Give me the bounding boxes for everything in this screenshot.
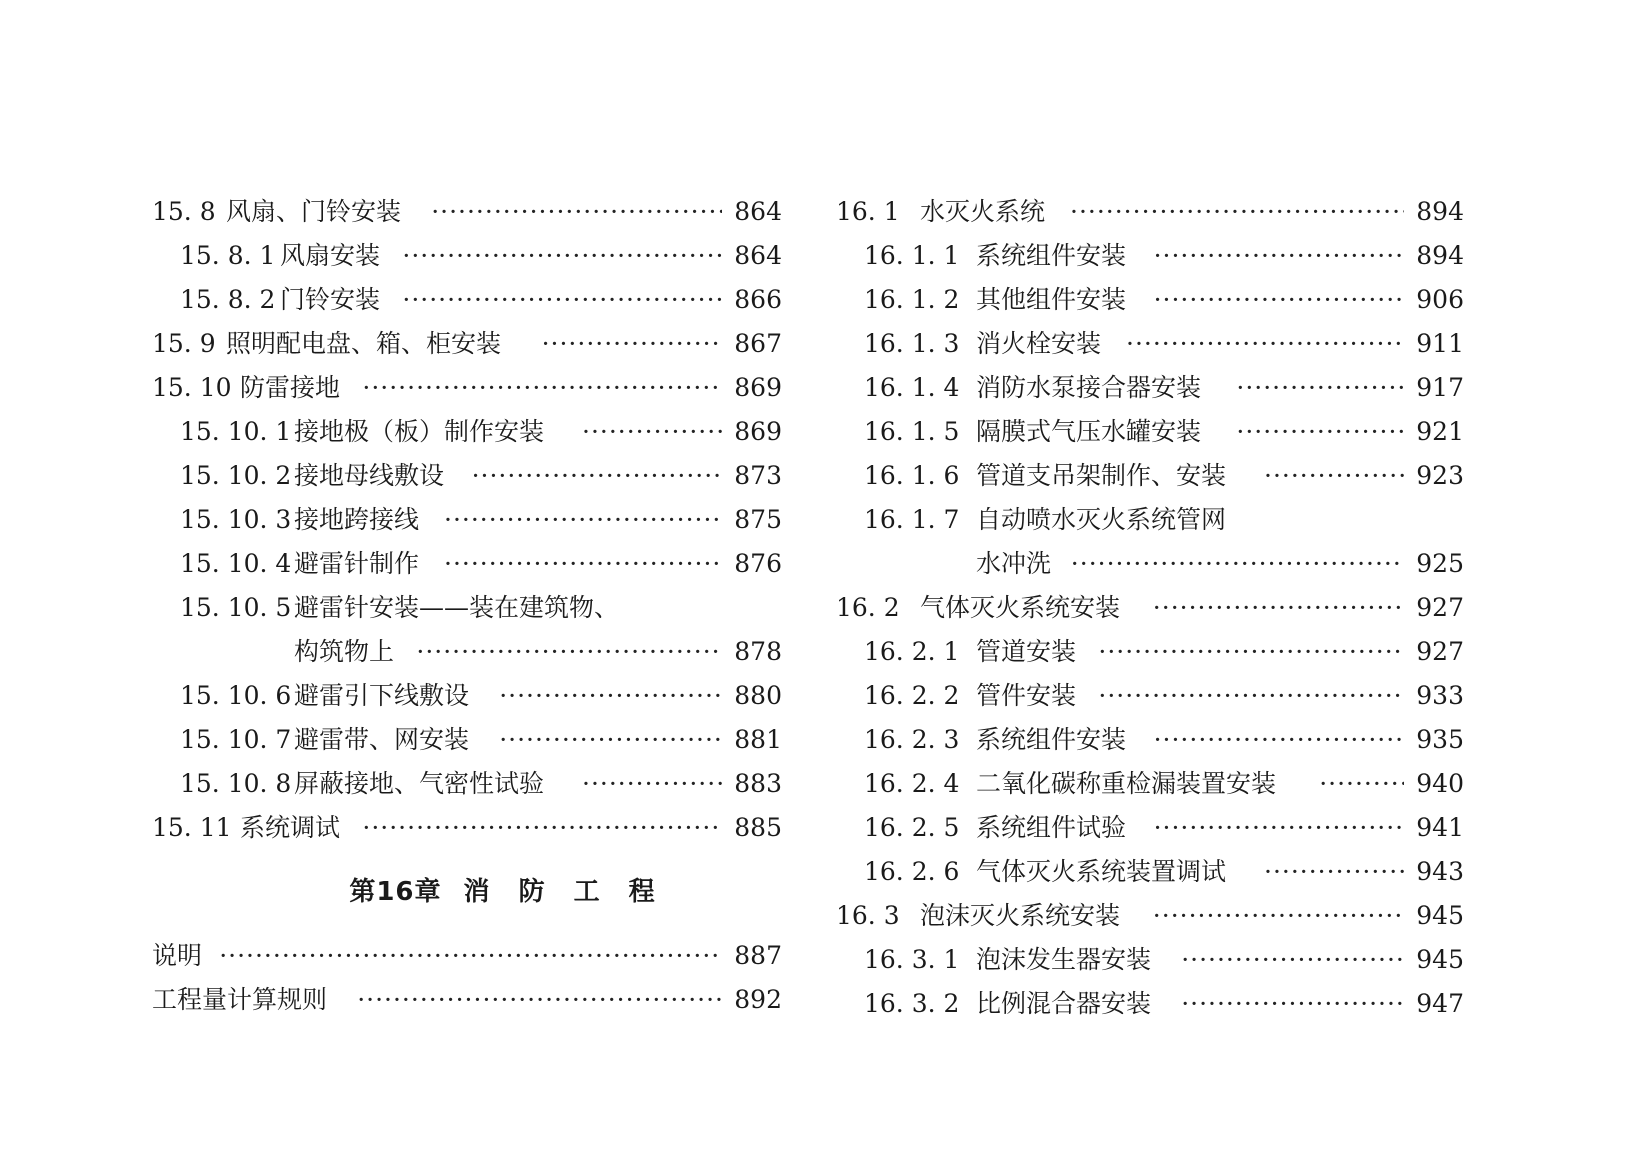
toc-entry-title: 二氧化碳称重检漏装置安装 [976, 769, 1277, 798]
toc-entry[interactable] [836, 190, 1464, 234]
toc-right-column [836, 190, 1464, 1026]
toc-entry-number: 15. 10. 1 [180, 417, 292, 446]
toc-entry[interactable] [836, 234, 1464, 278]
toc-entry-page: 869 [734, 373, 782, 402]
toc-entry-number: 15. 9 [152, 329, 216, 358]
toc-section-16-intro [152, 934, 782, 1022]
dot-leader [499, 718, 722, 762]
toc-entry-page: 933 [1416, 681, 1464, 710]
dot-leader [1154, 278, 1404, 322]
dot-leader [402, 278, 722, 322]
toc-entry[interactable] [152, 674, 782, 718]
toc-entry-title: 比例混合器安装 [976, 989, 1152, 1018]
toc-entry-page: 894 [1416, 241, 1464, 270]
toc-entry-title: 屏蔽接地、气密性试验 [294, 769, 545, 798]
toc-entry-number: 16. 1. 2 [864, 285, 960, 314]
toc-entry-number: 16. 2. 3 [864, 725, 960, 754]
dot-leader [542, 322, 722, 366]
toc-entry[interactable] [836, 410, 1464, 454]
toc-entry-number: 15. 8 [152, 197, 216, 226]
toc-entry-title: 工程量计算规则 [152, 985, 328, 1014]
dot-leader [499, 674, 722, 718]
toc-entry-title: 系统组件安装 [976, 241, 1127, 270]
toc-entry-title: 隔膜式气压水罐安装 [976, 417, 1202, 446]
toc-entry-page: 880 [734, 681, 782, 710]
toc-entry-title: 管道支吊架制作、安装 [976, 461, 1227, 490]
chapter-heading [152, 850, 782, 934]
toc-entry-number: 16. 1. 3 [864, 329, 960, 358]
toc-entry[interactable] [836, 542, 1464, 586]
toc-entry-page: 876 [734, 549, 782, 578]
toc-entry-title: 照明配电盘、箱、柜安装 [226, 329, 502, 358]
toc-entry-title: 门铃安装 [280, 285, 381, 314]
toc-entry-page: 927 [1416, 593, 1464, 622]
toc-entry-title: 构筑物上 [294, 637, 395, 666]
dot-leader [1264, 850, 1404, 894]
dot-leader [362, 806, 722, 850]
dot-leader [582, 410, 722, 454]
dot-leader [416, 630, 722, 674]
dot-leader [1070, 190, 1404, 234]
toc-entry-number: 16. 1. 1 [864, 241, 960, 270]
toc-entry-title: 接地母线敷设 [294, 461, 445, 490]
toc-entry-title: 消防水泵接合器安装 [976, 373, 1202, 402]
toc-entry-number: 15. 10. 4 [180, 549, 292, 578]
toc-entry-page: 883 [734, 769, 782, 798]
toc-entry-page: 941 [1416, 813, 1464, 842]
toc-entry-number: 15. 8. 1 [180, 241, 276, 270]
toc-entry[interactable] [836, 718, 1464, 762]
toc-entry-title: 消火栓安装 [976, 329, 1102, 358]
toc-entry-page: 864 [734, 197, 782, 226]
dot-leader [362, 366, 722, 410]
toc-section-15 [152, 190, 782, 850]
dot-leader [444, 542, 722, 586]
toc-entry-title: 其他组件安装 [976, 285, 1127, 314]
toc-entry[interactable] [836, 366, 1464, 410]
toc-entry-page: 940 [1416, 769, 1464, 798]
toc-entry-number: 16. 3. 2 [864, 989, 960, 1018]
toc-entry[interactable] [836, 278, 1464, 322]
dot-leader [219, 934, 722, 978]
toc-entry-title: 水冲洗 [976, 549, 1052, 578]
toc-entry-page: 927 [1416, 637, 1464, 666]
toc-entry-number: 16. 2. 4 [864, 769, 960, 798]
toc-entry-number: 16. 1. 6 [864, 461, 960, 490]
toc-entry-title: 系统调试 [240, 813, 341, 842]
toc-entry-number: 15. 10. 5 [180, 593, 292, 622]
toc-entry-number: 16. 2. 1 [864, 637, 960, 666]
toc-entry-page: 892 [734, 985, 782, 1014]
toc-entry[interactable] [836, 674, 1464, 718]
toc-entry-page: 906 [1416, 285, 1464, 314]
toc-entry-number: 16. 3 [836, 901, 900, 930]
toc-entry-title: 气体灭火系统装置调试 [976, 857, 1227, 886]
toc-entry-page: 869 [734, 417, 782, 446]
toc-entry-number: 15. 10. 8 [180, 769, 292, 798]
toc-entry-number: 16. 1. 7 [864, 505, 960, 534]
toc-entry-number: 16. 1. 5 [864, 417, 960, 446]
toc-entry-number: 16. 2 [836, 593, 900, 622]
toc-entry-number: 15. 8. 2 [180, 285, 276, 314]
toc-entry-page: 878 [734, 637, 782, 666]
dot-leader [1236, 366, 1404, 410]
toc-entry[interactable] [836, 454, 1464, 498]
toc-entry-page: 935 [1416, 725, 1464, 754]
toc-entry[interactable] [152, 718, 782, 762]
toc-entry-title: 接地极（板）制作安装 [294, 417, 545, 446]
toc-entry-page: 866 [734, 285, 782, 314]
toc-entry-title: 管道安装 [976, 637, 1077, 666]
toc-entry[interactable] [836, 850, 1464, 894]
toc-entry[interactable] [836, 982, 1464, 1026]
dot-leader [472, 454, 722, 498]
toc-entry-title: 自动喷水灭火系统管网 [976, 505, 1227, 534]
dot-leader [1236, 410, 1404, 454]
dot-leader [1154, 806, 1404, 850]
toc-entry[interactable] [152, 806, 782, 850]
toc-entry[interactable] [836, 894, 1464, 938]
dot-leader [1098, 630, 1404, 674]
toc-entry[interactable] [836, 586, 1464, 630]
toc-entry[interactable] [152, 278, 782, 322]
toc-entry[interactable] [152, 322, 782, 366]
toc-entry-number: 16. 1. 4 [864, 373, 960, 402]
toc-entry-page: 864 [734, 241, 782, 270]
dot-leader [402, 234, 722, 278]
toc-entry-page: 873 [734, 461, 782, 490]
toc-entry-number: 16. 2. 2 [864, 681, 960, 710]
toc-entry-number: 15. 11 [152, 813, 232, 842]
dot-leader [1264, 454, 1404, 498]
toc-entry-title: 系统组件安装 [976, 725, 1127, 754]
toc-entry-page: 881 [734, 725, 782, 754]
dot-leader [1181, 938, 1404, 982]
toc-entry-number: 15. 10. 7 [180, 725, 292, 754]
chapter-label: 第16章 [349, 877, 442, 907]
toc-entry-title: 泡沫灭火系统安装 [920, 901, 1121, 930]
toc-entry-title: 风扇、门铃安装 [226, 197, 402, 226]
toc-entry-title: 系统组件试验 [976, 813, 1127, 842]
toc-entry-title: 接地跨接线 [294, 505, 420, 534]
toc-left-column [152, 190, 782, 1022]
toc-entry-title: 防雷接地 [240, 373, 341, 402]
toc-entry-number: 16. 2. 5 [864, 813, 960, 842]
toc-entry[interactable] [152, 978, 782, 1022]
toc-entry-number: 16. 3. 1 [864, 945, 960, 974]
toc-entry[interactable] [836, 762, 1464, 806]
dot-leader [1098, 674, 1404, 718]
toc-entry-page: 945 [1416, 901, 1464, 930]
toc-entry[interactable] [152, 934, 782, 978]
dot-leader [582, 762, 722, 806]
toc-entry[interactable] [152, 410, 782, 454]
toc-entry-page: 925 [1416, 549, 1464, 578]
toc-entry-number: 16. 2. 6 [864, 857, 960, 886]
toc-entry-number: 15. 10. 3 [180, 505, 292, 534]
dot-leader [1181, 982, 1404, 1026]
toc-entry[interactable] [152, 454, 782, 498]
toc-entry-number: 16. 1 [836, 197, 900, 226]
dot-leader [444, 498, 722, 542]
toc-entry[interactable] [152, 762, 782, 806]
toc-entry[interactable] [836, 806, 1464, 850]
toc-entry[interactable] [152, 234, 782, 278]
toc-entry-number: 15. 10. 6 [180, 681, 292, 710]
toc-entry[interactable] [836, 322, 1464, 366]
dot-leader [1126, 322, 1404, 366]
toc-entry-number: 15. 10 [152, 373, 232, 402]
toc-entry-title: 避雷带、网安装 [294, 725, 470, 754]
toc-entry-title: 避雷针制作 [294, 549, 420, 578]
dot-leader [1153, 586, 1404, 630]
toc-entry-page: 943 [1416, 857, 1464, 886]
toc-entry-title: 管件安装 [976, 681, 1077, 710]
toc-entry-title: 泡沫发生器安装 [976, 945, 1152, 974]
toc-entry[interactable] [152, 498, 782, 542]
toc-entry-page: 921 [1416, 417, 1464, 446]
dot-leader [1071, 542, 1404, 586]
toc-entry-page: 911 [1416, 329, 1464, 358]
dot-leader [1319, 762, 1404, 806]
chapter-name: 消 防 工 程 [463, 877, 665, 907]
toc-entry[interactable] [152, 366, 782, 410]
toc-entry[interactable] [836, 498, 1464, 542]
toc-entry[interactable] [152, 630, 782, 674]
toc-entry-title: 风扇安装 [280, 241, 381, 270]
toc-entry-page: 945 [1416, 945, 1464, 974]
toc-entry-title: 避雷针安装——装在建筑物、 [294, 593, 620, 622]
toc-entry[interactable] [836, 630, 1464, 674]
toc-entry-page: 917 [1416, 373, 1464, 402]
toc-entry[interactable] [152, 586, 782, 630]
toc-entry-page: 885 [734, 813, 782, 842]
dot-leader [1154, 718, 1404, 762]
toc-entry-page: 867 [734, 329, 782, 358]
toc-entry[interactable] [836, 938, 1464, 982]
toc-entry-page: 875 [734, 505, 782, 534]
toc-entry-number: 15. 10. 2 [180, 461, 292, 490]
dot-leader [1154, 234, 1404, 278]
toc-entry-page: 894 [1416, 197, 1464, 226]
toc-entry-title: 水灭火系统 [920, 197, 1046, 226]
toc-entry-page: 923 [1416, 461, 1464, 490]
toc-section-16 [836, 190, 1464, 1026]
toc-entry-title: 避雷引下线敷设 [294, 681, 470, 710]
toc-entry[interactable] [152, 542, 782, 586]
dot-leader [431, 190, 722, 234]
toc-entry-page: 887 [734, 941, 782, 970]
toc-entry-title: 气体灭火系统安装 [920, 593, 1121, 622]
dot-leader [1153, 894, 1404, 938]
toc-entry[interactable] [152, 190, 782, 234]
dot-leader [357, 978, 722, 1022]
toc-entry-title: 说明 [152, 941, 203, 970]
toc-entry-page: 947 [1416, 989, 1464, 1018]
